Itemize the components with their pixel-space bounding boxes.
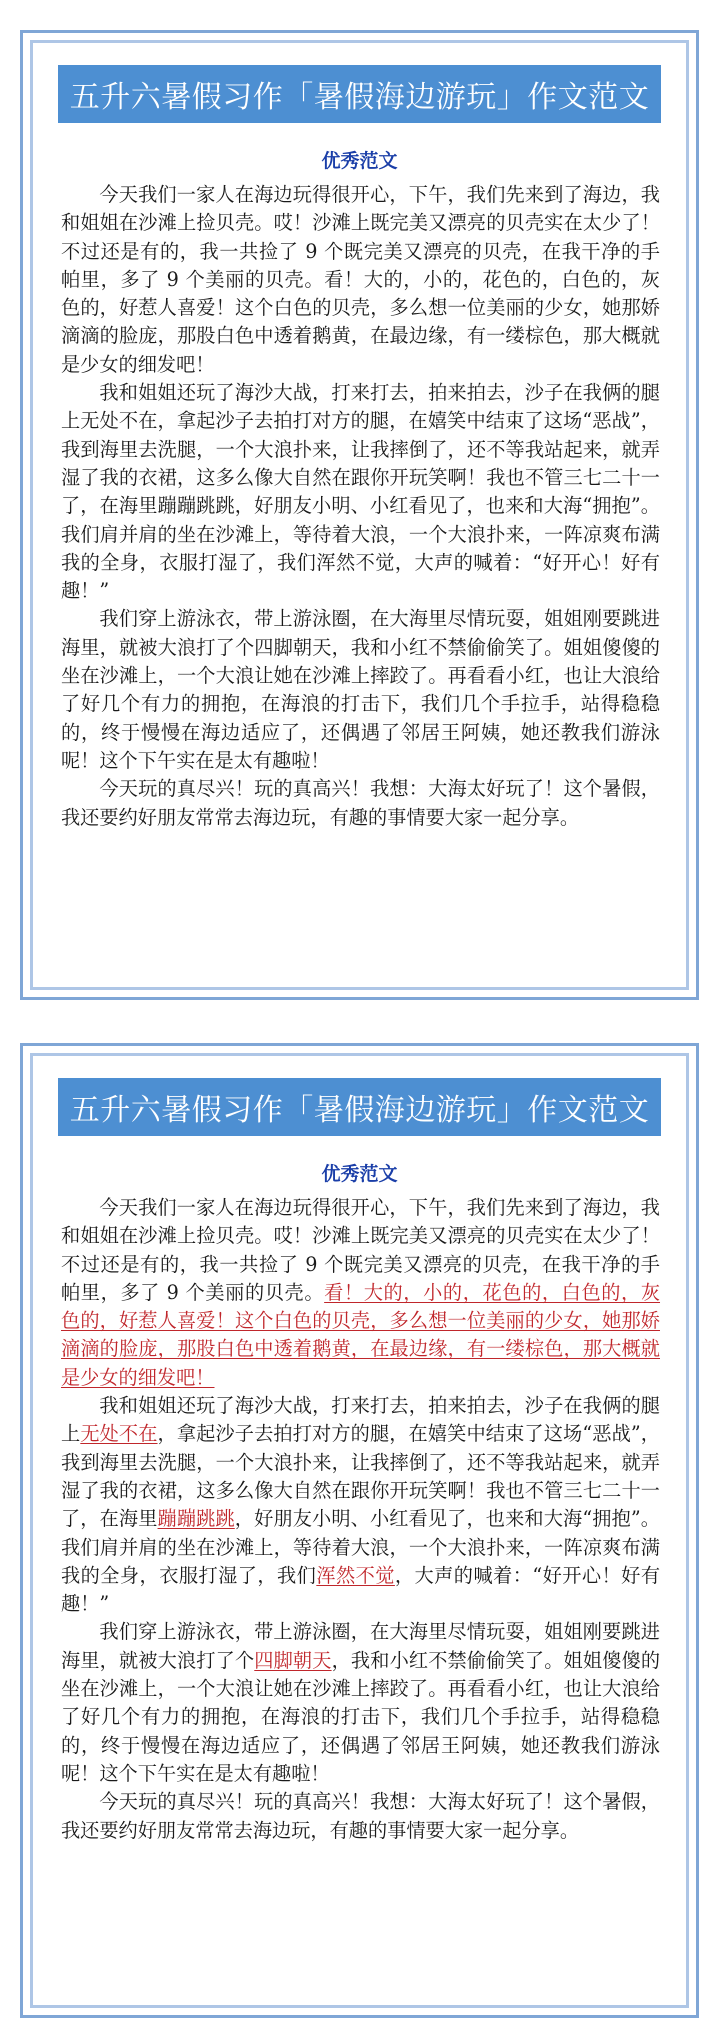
paragraph-4: 今天玩的真尽兴！玩的真高兴！我想：大海太好玩了！这个暑假，我还要约好朋友常常去海边玩，有趣的事情要大家一起分享。 xyxy=(61,1790,660,1842)
essay-body-annotated xyxy=(61,1194,660,1845)
essay-body xyxy=(61,181,660,832)
highlighted-sentence: 看！大的，小的，花色的，白色的，灰色的，好惹人喜爱！这个白色的贝壳，多么想一位美丽的少女，她那娇滴滴的脸庞，那股白色中透着鹅黄，在最边缘，有一缕棕色，那大概就是少女的细发吧！ xyxy=(61,1280,661,1389)
paragraph-2: 我和姐姐还玩了海沙大战，打来打去，拍来拍去，沙子在我俩的腿上无处不在，拿起沙子去拍打对方的腿，在嬉笑中结束了这场“恶战”，我到海里去洗腿，一个大浪扑来，让我摔倒了，还不等我站起来，就弄湿了我的衣裙，这多么像大自然在跟你开玩笑啊！我也不管三七二十一了，在海里蹦蹦跳跳，好朋友小明、小红看见了，也来和大海“拥抱”。我们肩并肩的坐在沙滩上，等待着大浪，一个大浪扑来，一阵凉爽布满我的全身，衣服打湿了，我们浑然不觉，大声的喊着：“好开心！好有趣！” xyxy=(61,381,660,603)
paragraph-1 xyxy=(61,1194,660,1392)
text-segment: 今天我们一家人在海边玩得很开心，下午，我们先来到了海边，我和姐姐在沙滩上捡贝壳。哎！沙滩上既完美又漂亮的贝壳实在太少了！不过还是有的，我一共捡了 9 个既完美又漂亮的贝壳，在我干净的手帕里，多了 9 个美丽的贝壳。 xyxy=(61,1196,660,1304)
paragraph-1: 今天我们一家人在海边玩得很开心，下午，我们先来到了海边，我和姐姐在沙滩上捡贝壳。哎！沙滩上既完美又漂亮的贝壳实在太少了！不过还是有的，我一共捡了 9 个既完美又漂亮的贝壳，在我干净的手帕里，多了 9 个美丽的贝壳。看！大的，小的，花色的，白色的，灰色的，好惹人喜爱！这个白色的贝壳，多么想一位美丽的少女，她那娇滴滴的脸庞，那股白色中透着鹅黄，在最边缘，有一缕棕色，那大概就是少女的细发吧！ xyxy=(61,183,660,376)
paragraph-4: 今天玩的真尽兴！玩的真高兴！我想：大海太好玩了！这个暑假，我还要约好朋友常常去海边玩，有趣的事情要大家一起分享。 xyxy=(61,777,660,829)
highlighted-phrase: 蹦蹦跳跳 xyxy=(157,1507,235,1531)
essay-subtitle: 优秀范文 xyxy=(321,150,398,172)
paragraph-3: 我们穿上游泳衣，带上游泳圈，在大海里尽情玩耍，姐姐刚要跳进海里，就被大浪打了个四脚朝天，我和小红不禁偷偷笑了。姐姐傻傻的坐在沙滩上，一个大浪让她在沙滩上摔跤了。再看看小红，也让大浪给了好几个有力的拥抱，在海浪的打击下，我们几个手拉手，站得稳稳的，终于慢慢在海边适应了，还偶遇了邻居王阿姨，她还教我们游泳呢！这个下午实在是太有趣啦！ xyxy=(61,607,660,772)
paragraph-2 xyxy=(61,1392,660,1618)
text-segment: ，我和小红不禁偷偷笑了。姐姐傻傻的坐在沙滩上，一个大浪让她在沙滩上摔跤了。再看看小红，也让大浪给了好几个有力的拥抱，在海浪的打击下，我们几个手拉手，站得稳稳的，终于慢慢在海边适应了，还偶遇了邻居王阿姨，她还教我们游泳呢！这个下午实在是太有趣啦！ xyxy=(61,1648,661,1785)
text-segment: 我和姐姐还玩了海沙大战，打来打去，拍来拍去，沙子在我俩的腿上 xyxy=(61,1394,660,1446)
essay-title: 五升六暑假习作「暑假海边游玩」作文范文 xyxy=(58,65,661,123)
text-segment: ，拿起沙子去拍打对方的腿，在嬉笑中结束了这场“恶战”，我到海里去洗腿，一个大浪扑来，让我摔倒了，还不等我站起来，就弄湿了我的衣裙，这多么像大自然在跟你开玩笑啊！我也不管三七二十一了，在海里 xyxy=(61,1422,660,1531)
highlighted-phrase: 四脚朝天 xyxy=(254,1648,332,1672)
text-segment: ，大声的喊着：“好开心！好有趣！” xyxy=(61,1563,661,1616)
essay-card-plain xyxy=(20,30,699,1000)
text-segment: ，好朋友小明、小红看见了，也来和大海“拥抱”。我们肩并肩的坐在沙滩上，等待着大浪，一个大浪扑来，一阵凉爽布满我的全身，衣服打湿了，我们 xyxy=(61,1507,660,1587)
paragraph-3 xyxy=(61,1618,660,1788)
essay-card-annotated xyxy=(20,1043,699,2018)
highlighted-phrase: 无处不在 xyxy=(80,1422,158,1446)
highlighted-phrase: 浑然不觉 xyxy=(316,1563,395,1587)
essay-title: 五升六暑假习作「暑假海边游玩」作文范文 xyxy=(58,1078,661,1136)
essay-subtitle: 优秀范文 xyxy=(321,1163,398,1185)
text-segment: 我们穿上游泳衣，带上游泳圈，在大海里尽情玩耍，姐姐刚要跳进海里，就被大浪打了个 xyxy=(61,1620,660,1672)
